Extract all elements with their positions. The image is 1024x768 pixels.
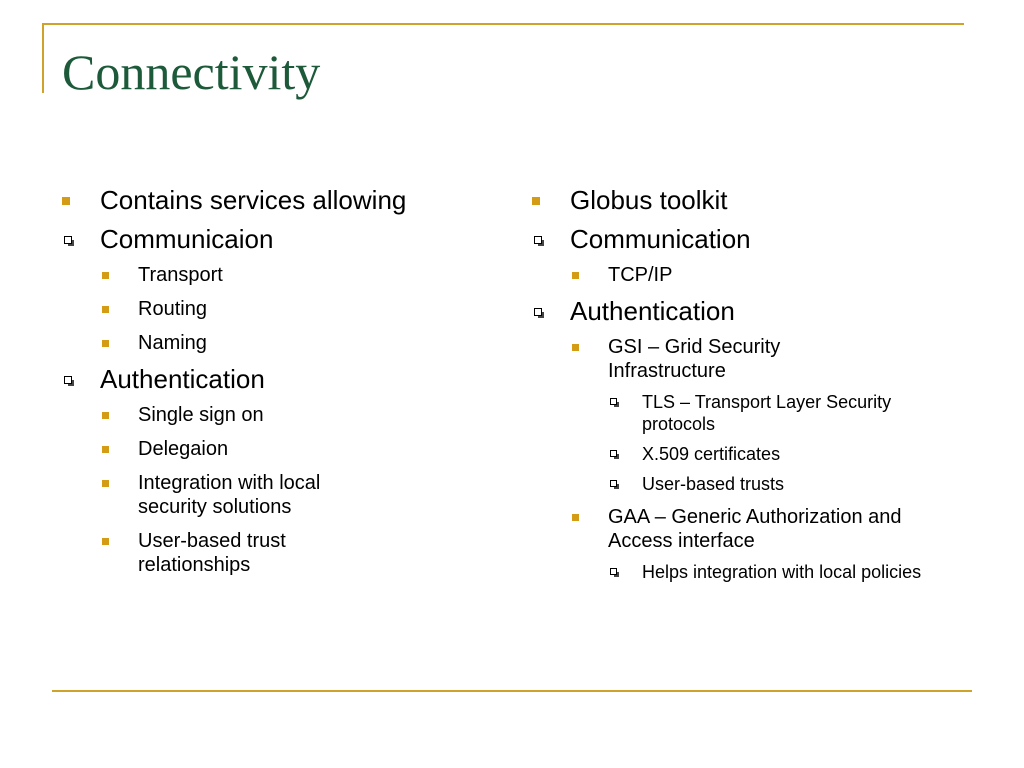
sub-list-item [608,473,972,495]
square-bullet-icon [102,538,109,545]
list-item-text: Integration with local security solutions [138,472,321,518]
list-item [570,263,972,287]
box-bullet-icon [64,236,72,244]
sub-list-item-text: X.509 certificates [642,444,781,464]
sub-list-item [608,391,972,435]
square-bullet-icon [102,340,109,347]
square-bullet-icon [572,344,579,351]
left-bullet [62,186,482,577]
square-bullet-icon [102,412,109,419]
square-bullet-icon [572,272,579,279]
list-item [570,505,972,583]
list-item [570,335,972,495]
square-bullet-icon [532,197,540,205]
top-rule [42,23,964,25]
left-group-label: Communicaion [100,224,274,254]
square-bullet-icon [102,272,109,279]
square-bullet-icon [102,306,109,313]
list-item-text: GSI – Grid Security Infrastructure [608,336,781,382]
list-item [100,403,482,427]
left-group-label: Authentication [100,364,265,394]
list-item [100,331,482,355]
square-bullet-icon [102,446,109,453]
right-column [532,186,972,593]
right-group-items [570,263,972,287]
square-bullet-icon [62,197,70,205]
left-group-communication [62,225,482,355]
right-group-label: Communication [570,224,751,254]
list-item-text: Delegaion [138,438,229,460]
box-bullet-icon [610,398,617,405]
list-item [100,437,482,461]
list-item-text: Naming [138,332,207,354]
right-bullet [532,186,972,583]
sub-list [608,561,972,583]
box-bullet-icon [610,450,617,457]
list-item-text: TCP/IP [608,264,673,286]
left-group-items [100,403,482,577]
left-column [62,186,482,587]
sub-list-item-text: TLS – Transport Layer Security protocols [642,392,892,434]
right-sublist [570,225,972,583]
list-item [100,297,482,321]
right-group-items [570,335,972,583]
box-bullet-icon [64,376,72,384]
right-group-label: Authentication [570,296,735,326]
box-bullet-icon [534,236,542,244]
left-rule [42,23,44,93]
list-item-text: Single sign on [138,404,264,426]
sub-list-item [608,443,972,465]
left-group-authentication [62,365,482,577]
sub-list-item-text: Helps integration with local policies [642,562,922,582]
left-bullet-text: Contains services allowing [100,185,407,215]
sub-list [608,391,972,495]
left-group-items [100,263,482,355]
right-bullet-text: Globus toolkit [570,185,728,215]
bottom-rule [52,690,972,692]
list-item-text: Routing [138,298,207,320]
list-item [100,471,482,519]
sub-list-item [608,561,972,583]
list-item [100,529,482,577]
left-sublist [100,225,482,577]
square-bullet-icon [572,514,579,521]
square-bullet-icon [102,480,109,487]
list-item-text: Transport [138,264,223,286]
box-bullet-icon [610,480,617,487]
list-item [100,263,482,287]
box-bullet-icon [534,308,542,316]
list-item-text: User-based trust relationships [138,530,286,576]
right-group-authentication [532,297,972,583]
right-group-communication [532,225,972,287]
list-item-text: GAA – Generic Authorization and Access interface [608,506,902,552]
slide-title: Connectivity [62,44,321,100]
box-bullet-icon [610,568,617,575]
sub-list-item-text: User-based trusts [642,474,785,494]
